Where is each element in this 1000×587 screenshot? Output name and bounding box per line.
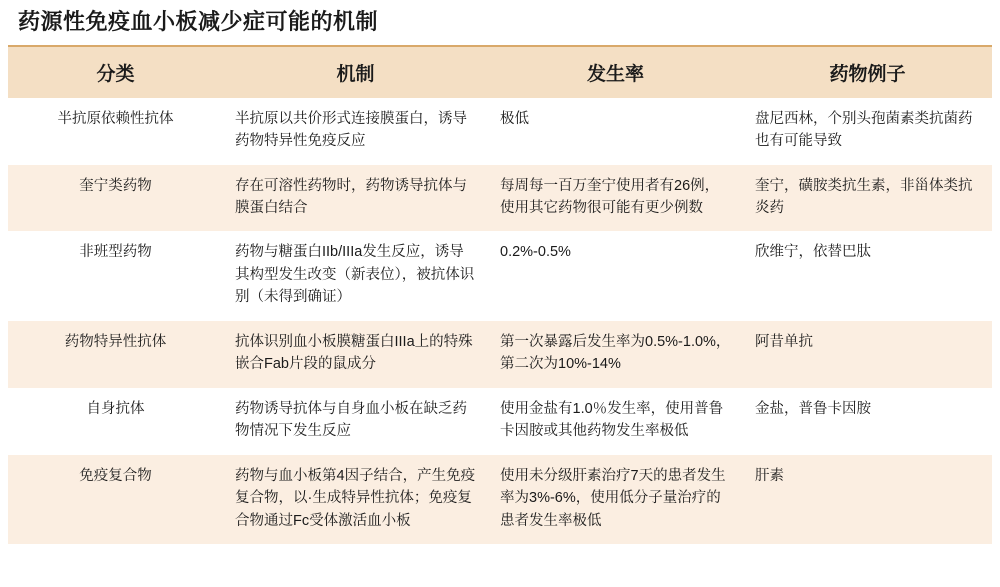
cell-drugs: 阿昔单抗 — [743, 321, 992, 388]
table-row — [8, 455, 992, 544]
table-body — [8, 98, 992, 545]
cell-rate: 使用未分级肝素治疗7天的患者发生率为3%-6%，使用低分子量治疗的患者发生率极低 — [488, 455, 743, 544]
cell-rate: 第一次暴露后发生率为0.5%-1.0%，第二次为10%-14% — [488, 321, 743, 388]
cell-mechanism: 药物与血小板第4因子结合，产生免疫复合物，以·生成特异性抗体；免疫复合物通过Fc受体激活血小板 — [223, 455, 488, 544]
cell-category: 药物特异性抗体 — [8, 321, 223, 388]
cell-rate: 每周每一百万奎宁使用者有26例，使用其它药物很可能有更少例数 — [488, 165, 743, 232]
cell-category: 半抗原依赖性抗体 — [8, 98, 223, 165]
table-row — [8, 321, 992, 388]
column-header-mechanism: 机制 — [223, 47, 488, 98]
cell-category: 非班型药物 — [8, 231, 223, 320]
cell-mechanism: 药物诱导抗体与自身血小板在缺乏药物情况下发生反应 — [223, 388, 488, 455]
cell-mechanism: 存在可溶性药物时，药物诱导抗体与膜蛋白结合 — [223, 165, 488, 232]
cell-drugs: 奎宁，磺胺类抗生素，非甾体类抗炎药 — [743, 165, 992, 232]
cell-category: 免疫复合物 — [8, 455, 223, 544]
cell-drugs: 肝素 — [743, 455, 992, 544]
cell-mechanism: 抗体识别血小板膜糖蛋白IIIa上的特殊嵌合Fab片段的鼠成分 — [223, 321, 488, 388]
cell-drugs: 欣维宁，依替巴肽 — [743, 231, 992, 320]
column-header-rate: 发生率 — [488, 47, 743, 98]
mechanism-table — [8, 47, 992, 545]
table-header — [8, 47, 992, 98]
cell-rate: 使用金盐有1.0％发生率，使用普鲁卡因胺或其他药物发生率极低 — [488, 388, 743, 455]
page-title: 药源性免疫血小板减少症可能的机制 — [18, 9, 379, 34]
table-row — [8, 98, 992, 165]
cell-mechanism: 药物与糖蛋白IIb/IIIa发生反应，诱导其构型发生改变（新表位），被抗体识别（未得到确证） — [223, 231, 488, 320]
column-header-category: 分类 — [8, 47, 223, 98]
column-header-drugs: 药物例子 — [743, 47, 992, 98]
cell-mechanism: 半抗原以共价形式连接膜蛋白，诱导药物特异性免疫反应 — [223, 98, 488, 165]
cell-category: 自身抗体 — [8, 388, 223, 455]
table-header-row — [8, 47, 992, 98]
table-row — [8, 165, 992, 232]
cell-rate: 极低 — [488, 98, 743, 165]
cell-category: 奎宁类药物 — [8, 165, 223, 232]
cell-drugs: 金盐，普鲁卡因胺 — [743, 388, 992, 455]
table-row — [8, 231, 992, 320]
table-row — [8, 388, 992, 455]
cell-drugs: 盘尼西林，个别头孢菌素类抗菌药也有可能导致 — [743, 98, 992, 165]
cell-rate: 0.2%-0.5% — [488, 231, 743, 320]
